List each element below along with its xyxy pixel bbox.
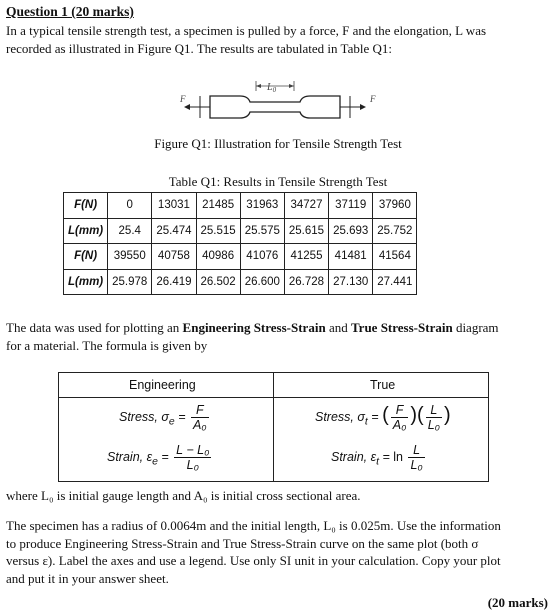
where-note: where L₀ is initial gauge length and A₀ is initial cross sectional area.	[6, 488, 361, 503]
formula-intro-line-2: for a material. The formula is given by	[6, 337, 208, 353]
question-heading: Question 1 (20 marks)	[6, 4, 134, 19]
table-cell: 13031	[152, 193, 196, 219]
table-cell: 37960	[373, 193, 417, 219]
true-term: True Stress-Strain	[350, 320, 453, 335]
table-cell: 27.130	[329, 269, 373, 295]
table-cell: 25.474	[152, 218, 196, 244]
row-header: L(mm)	[64, 269, 108, 295]
table-row	[64, 244, 417, 270]
table-cell: 25.575	[240, 218, 284, 244]
row-header: L(mm)	[64, 218, 108, 244]
table-row	[64, 193, 417, 219]
force-label-right: F	[370, 94, 376, 104]
engineering-header: Engineering	[129, 378, 196, 392]
table-cell: 26.728	[284, 269, 328, 295]
formula-intro-line-1: The data was used for plotting an Engineering Stress-Strain and True Stress-Strain diagram	[6, 320, 499, 335]
task-line-3: versus ε). Label the axes and use a legend. Use only SI unit in your calculation. Copy your plot	[6, 553, 501, 568]
force-label-left: F	[180, 94, 186, 104]
formula-box	[58, 372, 489, 482]
formula-intro-paragraph	[6, 319, 552, 354]
table-cell: 27.441	[373, 269, 417, 295]
row-header: F(N)	[64, 244, 108, 270]
table-cell: 25.752	[373, 218, 417, 244]
row-header: F(N)	[64, 193, 108, 219]
true-stress-formula: Stress, $\sigma_t$ = ( $\frac{F}{\text{A₀}}$ )( $\frac{L}{\text{L₀}}$ )	[315, 403, 451, 432]
intro-line-1: In a typical tensile strength test, a specimen is pulled by a force, F and the elongation, L was	[6, 23, 487, 38]
table-cell: 26.600	[240, 269, 284, 295]
marks-label: (20 marks)	[487, 595, 548, 610]
table-cell: 31963	[240, 193, 284, 219]
table-row	[64, 269, 417, 295]
table-cell: 21485	[196, 193, 240, 219]
table-cell: 25.4	[108, 218, 152, 244]
results-table	[63, 192, 417, 295]
table-cell: 41564	[373, 244, 417, 270]
task-line-4: and put it in your answer sheet.	[6, 570, 169, 586]
table-cell: 37119	[329, 193, 373, 219]
gauge-length-label: $L_0$	[267, 82, 277, 94]
table-cell: 25.978	[108, 269, 152, 295]
table-cell: 39550	[108, 244, 152, 270]
task-paragraph	[6, 517, 552, 587]
engineering-stress-formula: Stress, $\sigma_e$ = $\frac{F}{\text{A₀}}$	[119, 403, 207, 432]
table-row	[64, 218, 417, 244]
table-cell: 41076	[240, 244, 284, 270]
table-cell: 26.419	[152, 269, 196, 295]
table-cell: 40758	[152, 244, 196, 270]
table-cell: 25.515	[196, 218, 240, 244]
true-header: True	[370, 378, 396, 392]
true-strain-formula: Strain, $\varepsilon_t = \ln$ $\frac{L}{\text{L₀}}$	[331, 443, 423, 472]
table-cell: 40986	[196, 244, 240, 270]
table-cell: 41255	[284, 244, 328, 270]
engineering-term: Engineering Stress-Strain	[182, 320, 326, 335]
intro-paragraph	[6, 22, 552, 57]
table-cell: 26.502	[196, 269, 240, 295]
table-cell: 34727	[284, 193, 328, 219]
table-cell: 0	[108, 193, 152, 219]
tensile-specimen-figure	[170, 78, 390, 130]
table-caption: Table Q1: Results in Tensile Strength Test	[168, 174, 388, 189]
task-line-2: to produce Engineering Stress-Strain and True Stress-Strain curve on the same plot (both σ	[6, 535, 479, 551]
figure-caption: Figure Q1: Illustration for Tensile Strength Test	[154, 136, 402, 151]
intro-line-2: recorded as illustrated in Figure Q1. The results are tabulated in Table Q1:	[6, 40, 392, 56]
table-cell: 41481	[329, 244, 373, 270]
engineering-strain-formula: Strain, $\varepsilon_e$ = $\frac{\text{L − L₀}}{\text{L₀}}$	[107, 443, 210, 472]
table-cell: 25.615	[284, 218, 328, 244]
task-line-1: The specimen has a radius of 0.0064m and the initial length, L₀ is 0.025m. Use the information	[6, 518, 501, 533]
table-cell: 25.693	[329, 218, 373, 244]
